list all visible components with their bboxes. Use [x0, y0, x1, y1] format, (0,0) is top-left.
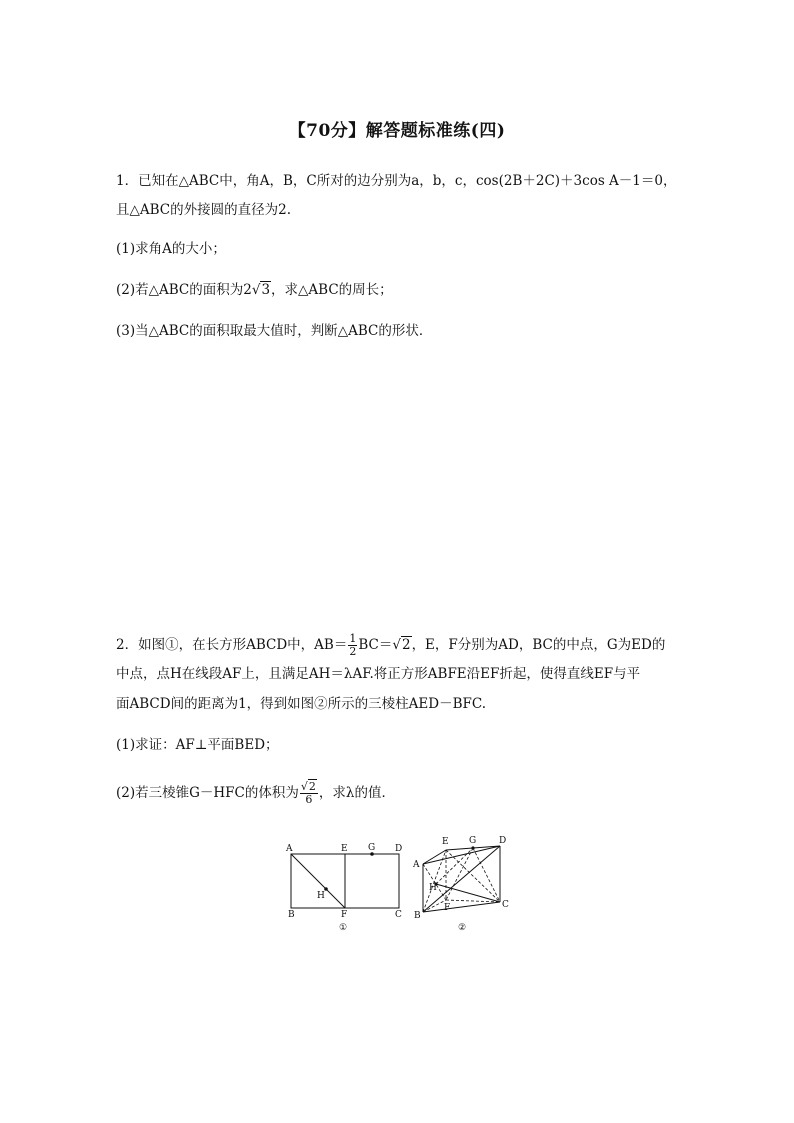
- figure-1-svg: [282, 840, 412, 940]
- fraction-denominator: 6: [305, 793, 313, 806]
- q2-part2-post: ，求λ的值．: [318, 785, 395, 801]
- sqrt-symbol: √3: [251, 282, 271, 298]
- fraction: [348, 633, 357, 658]
- fraction-denominator: 2: [349, 645, 357, 658]
- label-b: B: [288, 910, 295, 920]
- q2-part2: [116, 781, 395, 806]
- q1-part1: (1)求角A的大小；: [116, 241, 226, 257]
- label-c: C: [502, 900, 509, 910]
- label-a: A: [413, 860, 420, 870]
- q1-part2-radicand: 3: [261, 282, 271, 298]
- q2-line2: 中点，点H在线段AF上，且满足AH＝λAF.将正方形ABFE沿EF折起，使得直线EF与平: [116, 666, 641, 682]
- fraction-numerator: 1: [349, 632, 357, 645]
- segment-fc: [446, 900, 500, 902]
- point-g: [471, 846, 474, 849]
- label-h: H: [317, 891, 325, 901]
- label-g: G: [469, 836, 477, 846]
- figure-2: [408, 832, 518, 940]
- q2-line3: 面ABCD间的距离为1，得到如图②所示的三棱柱AED－BFC.: [116, 696, 487, 712]
- page-title: 【70分】解答题标准练(四): [288, 121, 506, 141]
- q2-line1-post: ，E，F分别为AD，BC的中点，G为ED的: [411, 637, 666, 653]
- q2-line1-radicand: 2: [401, 637, 411, 653]
- figure-1: [282, 840, 412, 940]
- q1-part3: (3)当△ABC的面积取最大值时，判断△ABC的形状．: [116, 323, 433, 339]
- label-d: D: [395, 844, 403, 854]
- label-e: E: [341, 844, 348, 854]
- sqrt-symbol: √2: [300, 780, 316, 793]
- q2-part2-pre: (2)若三棱锥G－HFC的体积为: [116, 785, 299, 801]
- q1-part2-pre: (2)若△ABC的面积为2: [116, 282, 252, 298]
- label-g: G: [368, 843, 376, 853]
- segment-bd: [423, 846, 500, 912]
- q1-part2: [116, 281, 393, 299]
- label-e: E: [442, 837, 449, 847]
- label-f: F: [341, 910, 348, 920]
- figure-1-caption: ①: [339, 923, 348, 933]
- edge-bc: [423, 902, 500, 912]
- sqrt-symbol: √2: [392, 637, 411, 653]
- edge-ae: [423, 850, 446, 864]
- q1-line1: 1．已知在△ABC中，角A，B，C所对的边分别为a，b，c，cos(2B＋2C)＋3cos A－1＝0，: [116, 173, 677, 189]
- q2-line1-pre: 2．如图①，在长方形ABCD中，AB＝: [116, 637, 348, 653]
- label-h: H: [429, 883, 437, 893]
- label-a: A: [286, 844, 293, 854]
- label-c: C: [395, 910, 402, 920]
- label-d: D: [499, 836, 507, 846]
- segment-gc: [473, 848, 500, 902]
- q1-part2-post: ，求△ABC的周长；: [271, 282, 393, 298]
- label-f: F: [444, 903, 451, 913]
- label-b: B: [414, 911, 421, 921]
- q2-part2-radicand: 2: [308, 780, 316, 793]
- figure-2-caption: ②: [458, 923, 467, 933]
- figure-2-svg: [408, 832, 518, 940]
- fraction: [300, 781, 318, 806]
- q2-part1: (1)求证：AF⊥平面BED；: [116, 737, 279, 753]
- q2-line1-mid: BC＝: [358, 637, 393, 653]
- q1-line2: 且△ABC的外接圆的直径为2.: [116, 202, 292, 218]
- q2-line1: [116, 633, 665, 658]
